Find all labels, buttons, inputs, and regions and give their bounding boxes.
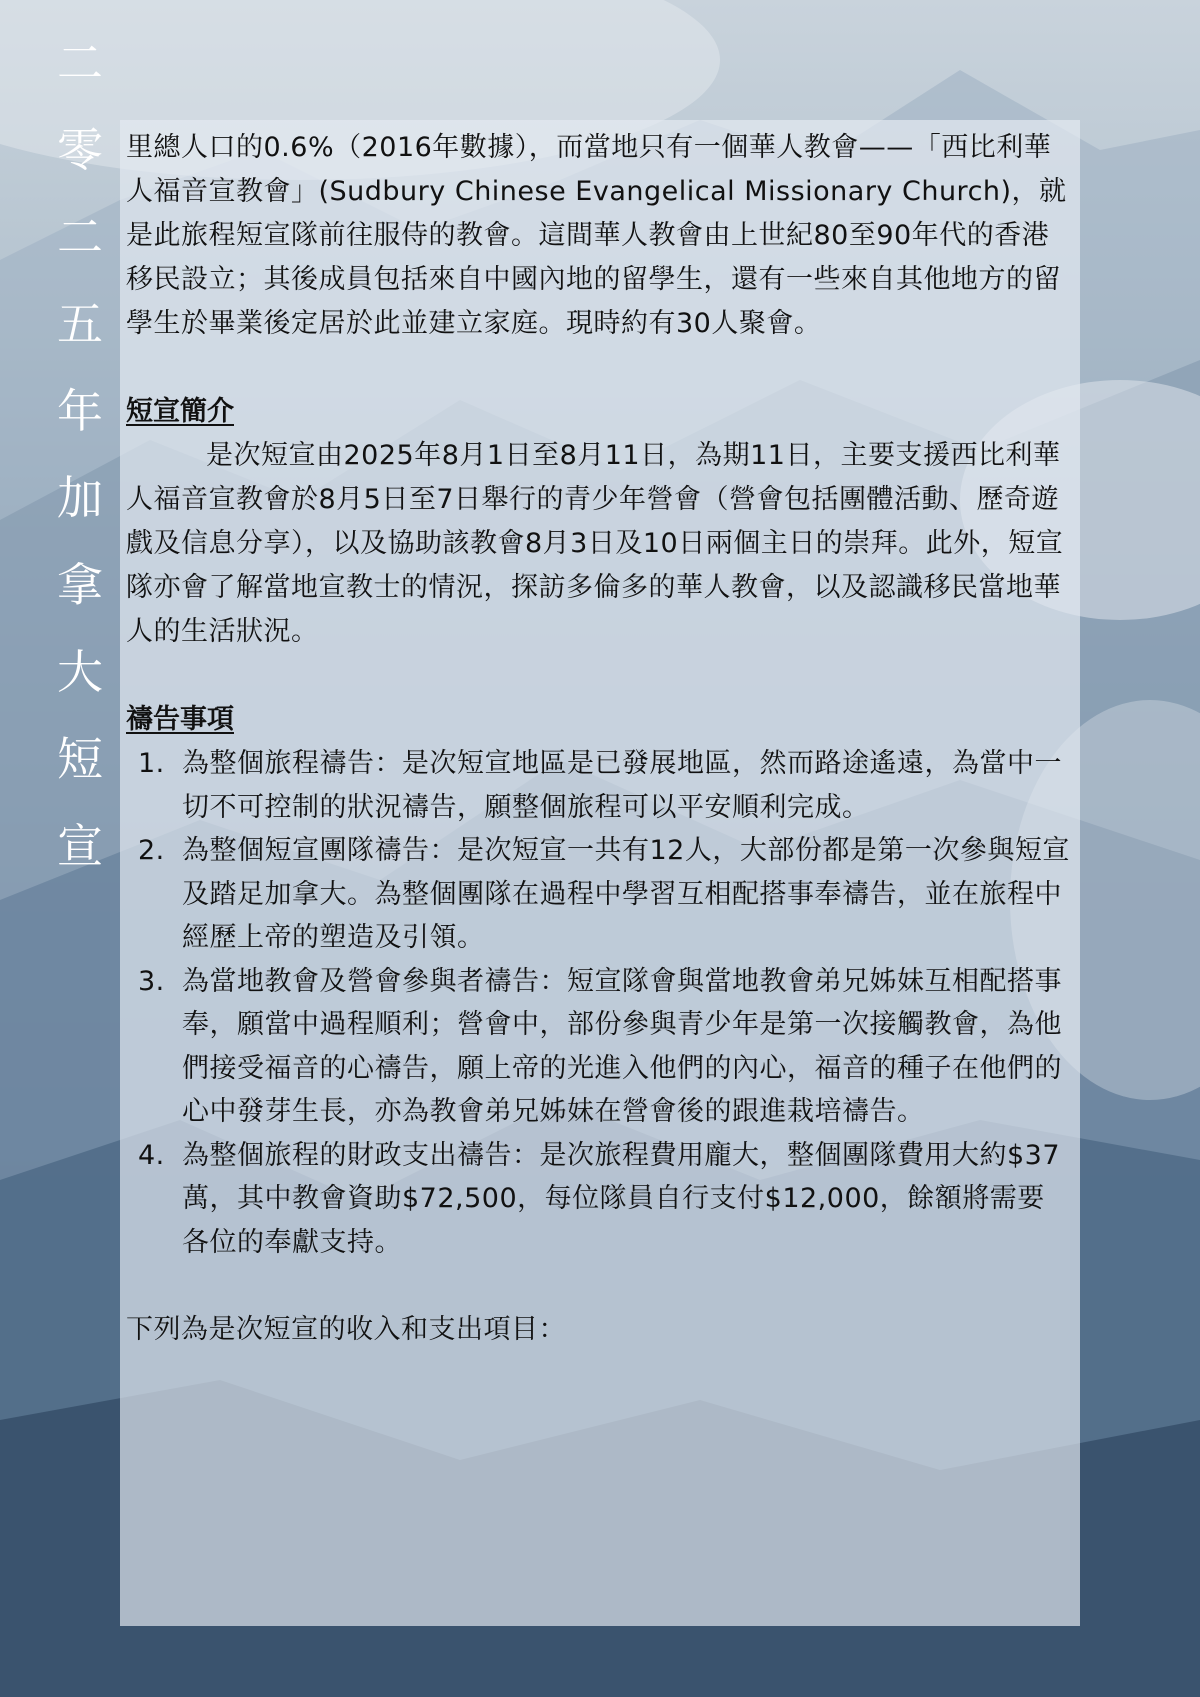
prayer-item (126, 742, 1072, 829)
closing-line: 下列為是次短宣的收入和支出項目： (126, 1314, 566, 1345)
section-heading-prayer: 禱告事項 (126, 704, 234, 735)
prayer-item-text: 為當地教會及營會參與者禱告：短宣隊會與當地教會弟兄姊妹互相配搭事奉，願當中過程順利；營會中，部份參與青少年是第一次接觸教會，為他們接受福音的心禱告，願上帝的光進入他們的內心，福音的種子在他們的心中發芽生長，亦為教會弟兄姊妹在營會後的跟進栽培禱告。 (182, 965, 1062, 1127)
prayer-item-number: 2. (138, 835, 165, 866)
title-char: 二 (57, 36, 103, 90)
prayer-item-text: 為整個旅程禱告：是次短宣地區是已發展地區，然而路途遙遠，為當中一切不可控制的狀況禱告，願整個旅程可以平安順利完成。 (182, 748, 1062, 823)
prayer-item (126, 829, 1072, 960)
mission-intro-paragraph: 是次短宣由2025年8月1日至8月11日，為期11日，主要支援西比利華人福音宣教會於8月5日至7日舉行的青少年營會（營會包括團體活動、歷奇遊戲及信息分享），以及協助該教會8月3日及10日兩個主日的崇拜。此外，短宣隊亦會了解當地宣教士的情況，探訪多倫多的華人教會，以及認識移民當地華人的生活狀況。 (126, 440, 1064, 647)
title-char: 加 (57, 471, 103, 525)
title-char: 年 (57, 384, 103, 438)
vertical-title (40, 20, 120, 890)
prayer-item-number: 3. (138, 965, 165, 997)
prayer-item (126, 960, 1072, 1134)
title-char: 拿 (57, 558, 103, 612)
prayer-item-number: 1. (138, 748, 165, 779)
title-char: 宣 (57, 819, 103, 873)
spacer (126, 1264, 1072, 1308)
title-char: 五 (57, 297, 103, 351)
prayer-list (126, 742, 1072, 1264)
spacer (126, 654, 1072, 698)
prayer-item-number: 4. (138, 1139, 165, 1171)
title-char: 二 (57, 210, 103, 264)
content-panel (120, 120, 1080, 1626)
title-char: 大 (57, 645, 103, 699)
prayer-item-text: 為整個旅程的財政支出禱告：是次旅程費用龐大，整個團隊費用大約$37萬，其中教會資助$72,500，每位隊員自行支付$12,000，餘額將需要各位的奉獻支持。 (182, 1139, 1061, 1258)
prayer-item-text: 為整個短宣團隊禱告：是次短宣一共有12人，大部份都是第一次參與短宣及踏足加拿大。為整個團隊在過程中學習互相配搭事奉禱告，並在旅程中經歷上帝的塑造及引領。 (182, 835, 1070, 953)
prayer-item (126, 1134, 1072, 1265)
spacer (126, 346, 1072, 390)
title-char: 零 (57, 123, 103, 177)
intro-paragraph: 里總人口的0.6%（2016年數據），而當地只有一個華人教會——「西比利華人福音宣教會」(Sudbury Chinese Evangelical Missionary Church)，就是此旅程短宣隊前往服侍的教會。這間華人教會由上世紀80至90年代的香港移民設立；其後成員包括來自中國內地的留學生，還有一些來自其他地方的留學生於畢業後定居於此並建立家庭。現時約有30人聚會。 (126, 132, 1067, 339)
section-heading-intro: 短宣簡介 (126, 396, 234, 427)
title-char: 短 (57, 732, 103, 786)
